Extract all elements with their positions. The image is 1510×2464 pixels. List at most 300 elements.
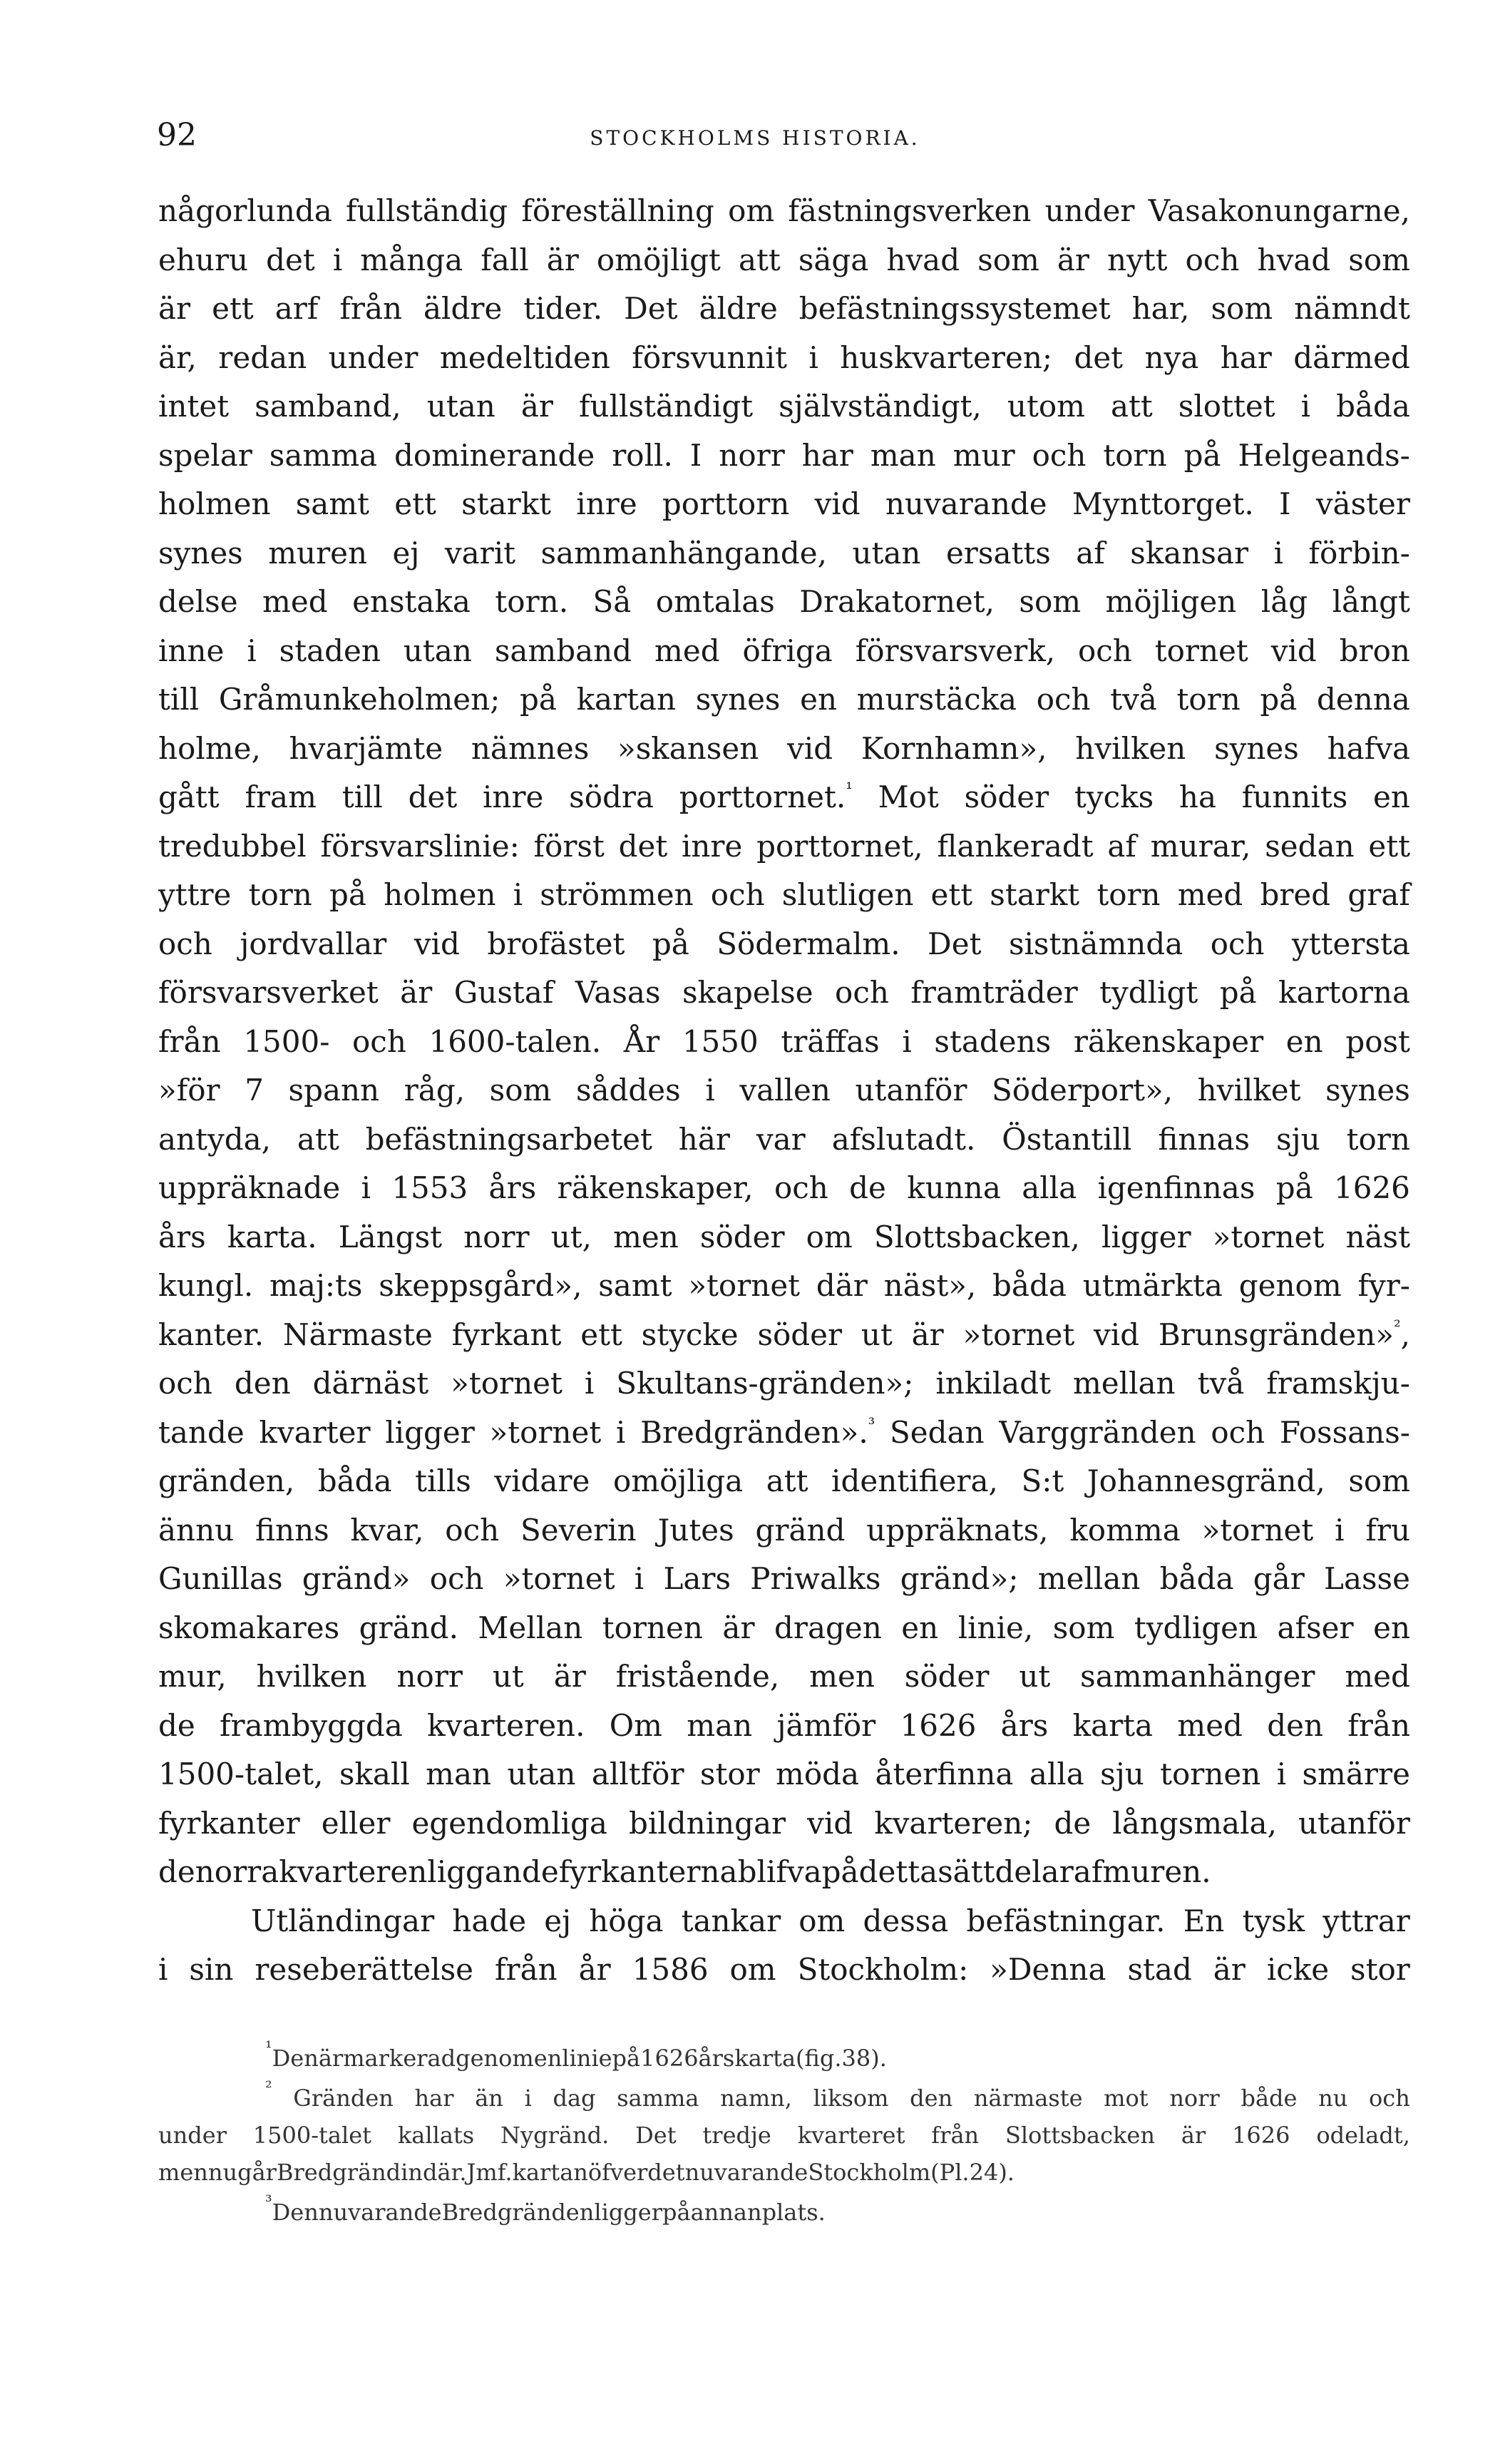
word: dragen: [774, 1610, 882, 1645]
word: (Pl.: [930, 2159, 970, 2186]
word: dominerande: [394, 437, 595, 473]
word: såddes: [575, 1073, 681, 1108]
word: detta: [858, 1854, 938, 1889]
word: försvarsverket: [158, 975, 379, 1010]
word: som: [1211, 291, 1273, 326]
word: befästningar.: [966, 1903, 1166, 1938]
word: tredje: [702, 2122, 771, 2149]
word: tornet: [1154, 633, 1248, 668]
word: Närmaste: [282, 1317, 433, 1352]
word: skeppsgård»,: [379, 1268, 582, 1303]
word: af: [1076, 535, 1105, 571]
word: ett: [212, 291, 254, 326]
word: yttre: [158, 877, 232, 912]
word: plats.: [761, 2199, 826, 2226]
word: porttorn: [662, 486, 790, 521]
word: holme,: [158, 730, 261, 766]
word: tider.: [523, 291, 603, 326]
word: i: [1273, 535, 1283, 571]
word: fästningsverken: [788, 193, 1032, 228]
word: i: [808, 339, 818, 375]
word: är: [911, 1317, 944, 1352]
running-head: STOCKHOLMS HISTORIA.: [590, 126, 920, 150]
word: och: [1185, 242, 1240, 277]
word: är: [722, 1610, 755, 1645]
word: tredubbel: [158, 828, 307, 864]
word: samt: [598, 1268, 672, 1303]
text-line: [158, 1946, 1410, 1995]
word: samma: [269, 437, 378, 473]
word: smärre: [1302, 1757, 1410, 1791]
word: vid: [814, 486, 861, 521]
word: befästningssystemet: [798, 291, 1111, 326]
word: söder: [904, 1659, 990, 1694]
word: reseberättelse: [255, 1952, 474, 1987]
word: i: [1276, 1757, 1287, 1791]
text-line: [158, 627, 1410, 676]
word: möjligen: [1105, 584, 1237, 619]
word: den: [234, 1366, 291, 1401]
word: nu: [1318, 2085, 1348, 2112]
word: skall: [339, 1757, 410, 1791]
word: träffas: [781, 1023, 880, 1059]
word: torn: [1096, 877, 1161, 912]
word: hvilken: [256, 1659, 367, 1694]
word: ligger: [1101, 1219, 1191, 1254]
word: den: [910, 2085, 953, 2112]
word: och: [710, 877, 765, 912]
word: ej: [392, 535, 420, 571]
word: ännu: [158, 1512, 235, 1548]
word: skapelse: [682, 975, 813, 1010]
word: muren: [268, 535, 368, 571]
word: tande: [158, 1414, 245, 1450]
word: säga: [798, 242, 869, 277]
word: frambyggda: [220, 1707, 403, 1743]
word: Lasse: [1324, 1561, 1410, 1596]
word: en: [1285, 1023, 1323, 1059]
word: fru: [1365, 1512, 1410, 1548]
word: Bredgränden: [441, 2199, 595, 2226]
footnote-marker: ³: [868, 1414, 875, 1434]
word: Vasakonungarne,: [1148, 193, 1410, 228]
word: men: [613, 1219, 679, 1254]
word: återfinna: [875, 1757, 1014, 1791]
word: därmed: [1293, 339, 1410, 375]
word: ett: [1368, 828, 1410, 864]
word: inne: [158, 633, 225, 668]
word: Längst: [338, 1219, 443, 1254]
word: karta: [734, 2045, 796, 2072]
word: ett: [930, 877, 973, 912]
word: slutligen: [781, 877, 914, 912]
word: Fossans-: [1279, 1414, 1410, 1450]
word: Den: [272, 2045, 319, 2072]
word: Gråmunkeholmen;: [218, 682, 500, 717]
word: graf: [1347, 877, 1410, 912]
word: från: [494, 1952, 558, 1987]
word: Sedan: [890, 1414, 985, 1450]
word: man: [687, 1707, 753, 1743]
footnote-line: [158, 2040, 1410, 2077]
text-line: [158, 382, 1410, 431]
word: starkt: [990, 877, 1080, 912]
word: års: [698, 2045, 735, 2072]
word: 1626: [640, 2045, 699, 2072]
word: var: [756, 1121, 806, 1157]
word: 1550: [682, 1023, 759, 1059]
word: är: [1181, 2122, 1206, 2149]
word: på: [652, 926, 689, 961]
word: hafva: [1327, 730, 1410, 766]
word: Mynttorget.: [1072, 486, 1254, 521]
word: muren.: [1102, 1854, 1211, 1889]
word: på: [329, 877, 366, 912]
word: är,: [158, 339, 197, 375]
word: det: [618, 828, 668, 864]
word: utan: [507, 1757, 576, 1791]
word: annan: [690, 2199, 762, 2226]
word: »tornet: [962, 1317, 1075, 1352]
word: Gränden: [293, 2085, 394, 2112]
word: hvarjämte: [289, 730, 443, 766]
word: gränd: [755, 1512, 846, 1548]
word: ut: [861, 1317, 893, 1352]
word: Utländingar: [251, 1903, 435, 1938]
word: därnäst: [312, 1366, 429, 1401]
footnote-marker: ¹: [265, 2038, 272, 2057]
word: mellan: [1037, 1561, 1141, 1596]
word: från: [339, 291, 403, 326]
word: års: [158, 1219, 206, 1254]
word: 1553: [391, 1170, 468, 1205]
word: ligger: [594, 2199, 663, 2226]
word: befästningsarbetet: [365, 1121, 652, 1157]
word: det: [266, 242, 315, 277]
word: vid: [1270, 633, 1317, 668]
word: hvad: [1257, 242, 1331, 277]
word: i: [524, 2085, 532, 2112]
word: närmaste: [973, 2085, 1083, 2112]
word: de: [1054, 1805, 1092, 1841]
word: bred: [1260, 877, 1331, 912]
word: är: [158, 291, 191, 326]
word: föreställning: [521, 193, 714, 228]
word: de: [158, 1707, 195, 1743]
word: en: [533, 2045, 563, 2072]
text-line: [158, 773, 1410, 822]
word: tysk: [1242, 1903, 1305, 1938]
word: hvilket: [1197, 1073, 1301, 1108]
word: är: [546, 242, 579, 277]
word: två: [1110, 682, 1157, 717]
word: söder: [757, 1317, 843, 1352]
word: ligger: [385, 1414, 475, 1450]
word: I: [1278, 486, 1291, 521]
word: »tornet: [503, 1561, 615, 1596]
text-line: [158, 1799, 1410, 1849]
word: som: [1348, 242, 1410, 277]
word: går: [237, 2159, 277, 2186]
word: fyr-: [1357, 1268, 1410, 1303]
word: omöjligt: [596, 242, 721, 277]
word: hvad: [886, 242, 960, 277]
word: sammanhängande,: [540, 535, 828, 571]
word: som: [1348, 1463, 1410, 1498]
word: här: [678, 1121, 730, 1157]
word: markerad: [343, 2045, 456, 2072]
word: Jmf.: [466, 2159, 513, 2186]
word: genom: [456, 2045, 534, 2072]
text-line: [158, 236, 1410, 285]
word: båda: [992, 1268, 1067, 1303]
word: fall: [481, 242, 529, 277]
word: [265, 2077, 272, 2117]
word: kvarteret: [797, 2122, 905, 2149]
word: torn: [248, 877, 312, 912]
word: en: [1373, 1610, 1410, 1645]
word: från: [158, 1023, 221, 1059]
word: kvarteren: [279, 1854, 428, 1889]
word: Jutes: [657, 1512, 734, 1548]
word: spann: [288, 1073, 380, 1108]
word: finns: [255, 1512, 329, 1548]
word: 1626: [1334, 1170, 1410, 1205]
word: från: [1347, 1707, 1410, 1743]
word: utanför: [855, 1073, 967, 1108]
word: ut: [492, 1659, 524, 1694]
word: väster: [1315, 486, 1410, 521]
word: skansar: [1130, 535, 1249, 571]
word: kallats: [397, 2122, 475, 2149]
word: roll.: [612, 437, 673, 473]
word: gränd»;: [900, 1561, 1019, 1596]
word: Stockholm:: [797, 1952, 969, 1987]
word: sätt: [938, 1854, 995, 1889]
word: sju: [1276, 1121, 1320, 1157]
word: linie,: [957, 1610, 1034, 1645]
word: stad: [1127, 1952, 1192, 1987]
word: »tornet: [688, 1268, 801, 1303]
word: två: [1197, 1366, 1245, 1401]
word: långsmala,: [1112, 1805, 1277, 1841]
text-line: [158, 1262, 1410, 1311]
word: »skansen: [617, 730, 759, 766]
word: öfriga: [742, 633, 833, 668]
text-line: [158, 1311, 1410, 1360]
word: alltför: [591, 1757, 684, 1791]
word: ej: [544, 1903, 572, 1938]
word: 1626: [900, 1707, 977, 1743]
word: inkiladt: [935, 1366, 1051, 1401]
word: sistnämnda: [1008, 926, 1183, 961]
word: »Denna: [990, 1952, 1106, 1987]
word: näst: [1345, 1219, 1410, 1254]
word: möda: [776, 1757, 860, 1791]
word: slottet: [1178, 389, 1275, 424]
word: på: [1183, 437, 1221, 473]
word: 1500-talet: [252, 2122, 372, 2149]
word: år: [578, 1952, 611, 1987]
word: Mot: [878, 779, 939, 814]
word: södra: [569, 779, 654, 814]
word: fullständig: [345, 193, 508, 228]
word: att: [738, 242, 781, 277]
word: under: [158, 2122, 227, 2149]
footnote-line: [158, 2154, 1410, 2191]
text-line: [158, 1555, 1410, 1604]
word: båda: [1336, 389, 1410, 424]
word: kungl.: [158, 1268, 254, 1303]
word: nuvarande: [885, 486, 1047, 521]
body-text: [158, 187, 1410, 1995]
word: och: [429, 1561, 484, 1596]
word: ut,: [550, 1219, 592, 1254]
word: har: [414, 2085, 454, 2112]
text-line: [158, 480, 1410, 529]
word: på: [1275, 1170, 1313, 1205]
word: års: [488, 1170, 537, 1205]
word: Södermalm.: [717, 926, 900, 961]
word: framträder: [910, 975, 1078, 1010]
word: i: [902, 1023, 912, 1059]
word: är: [1057, 242, 1089, 277]
word: båda: [1159, 1561, 1234, 1596]
word: och: [1369, 2085, 1410, 2112]
word: försvarslinie:: [320, 828, 520, 864]
word: mur,: [158, 1659, 227, 1694]
word: År: [623, 1023, 660, 1059]
word: tydligt: [1099, 975, 1198, 1010]
word: sedan: [1265, 828, 1355, 864]
word: först: [533, 828, 605, 864]
word: delse: [158, 584, 238, 619]
word: om: [798, 1903, 846, 1938]
word: stor: [1350, 1952, 1410, 1987]
word: strömmen: [540, 877, 694, 912]
word: näst»,: [883, 1268, 977, 1303]
word: torn.: [495, 584, 569, 619]
word: yttrar: [1322, 1903, 1410, 1938]
word: på: [1219, 975, 1257, 1010]
word: utan: [426, 389, 495, 424]
word: fristående,: [615, 1659, 780, 1694]
word: synes: [1325, 1073, 1410, 1108]
word: porttornet,: [756, 828, 923, 864]
word: synes: [695, 682, 781, 717]
word: en: [1373, 779, 1410, 814]
word: fram: [245, 779, 317, 814]
word: alla: [1022, 1170, 1077, 1205]
word: porttornet.$^{^1}$: [679, 779, 853, 814]
word: dessa: [863, 1903, 949, 1938]
word: och: [1211, 1414, 1265, 1450]
word: 1586: [632, 1952, 709, 1987]
text-line: [158, 920, 1410, 969]
word: om: [728, 193, 775, 228]
word: Johannesgränd,: [1087, 1463, 1325, 1498]
word: förbin-: [1308, 535, 1410, 571]
word: de: [849, 1170, 886, 1205]
word: nya: [1144, 339, 1199, 375]
word: torn: [1346, 1121, 1410, 1157]
word: sammanhänger: [1080, 1659, 1315, 1694]
word: som: [1052, 1610, 1115, 1645]
text-line: [158, 822, 1410, 871]
word: afslutadt.: [831, 1121, 976, 1157]
word: holmen: [384, 877, 496, 912]
text-line: [158, 1652, 1410, 1702]
text-line: [158, 187, 1410, 236]
word: i: [634, 1561, 644, 1596]
word: på: [520, 682, 557, 717]
word: hvilken: [1075, 730, 1186, 766]
word: kartan: [512, 2159, 588, 2186]
word: och: [835, 975, 889, 1010]
word: holmen: [158, 486, 271, 521]
word: jordvallar: [240, 926, 387, 961]
word: stycke: [641, 1317, 739, 1352]
word: Lars: [663, 1561, 731, 1596]
word: man: [426, 1757, 492, 1791]
word: S:t: [1021, 1463, 1064, 1498]
word: namn,: [720, 2085, 792, 2112]
word: torn: [1103, 437, 1167, 473]
footnote-marker: ³: [265, 2192, 272, 2212]
word: års: [1000, 1707, 1049, 1743]
word: norr: [463, 1219, 530, 1254]
page-number: 92: [157, 117, 197, 153]
word: på: [821, 1854, 859, 1889]
word: icke: [1266, 1952, 1330, 1987]
word: går: [1253, 1561, 1305, 1596]
word: synes: [1214, 730, 1299, 766]
word: båda: [317, 1463, 392, 1498]
word: kvarter: [259, 1414, 371, 1450]
word: genom: [1238, 1268, 1342, 1303]
word: försvarsverk,: [855, 633, 1056, 668]
word: arf: [274, 291, 319, 326]
word: som: [489, 1073, 552, 1108]
word: på: [1260, 682, 1298, 717]
word: låg: [1260, 584, 1308, 619]
word: en: [800, 682, 838, 717]
word: nuvarande: [684, 2159, 808, 2186]
word: Vasas: [575, 975, 661, 1010]
word: mot: [1104, 2085, 1149, 2112]
word: Gustaf: [453, 975, 554, 1010]
footnote-line: [158, 2077, 1410, 2117]
word: hade: [452, 1903, 527, 1938]
word: Bredgränd: [276, 2159, 401, 2186]
word: synes: [158, 535, 243, 571]
word: ha: [1178, 779, 1216, 814]
word: men: [809, 1659, 875, 1694]
word: där: [816, 1268, 868, 1303]
word: kanter.: [158, 1317, 264, 1352]
word: liksom: [813, 2085, 889, 2112]
word: skomakares: [158, 1610, 340, 1645]
word: under: [328, 339, 418, 375]
word: det: [1074, 339, 1124, 375]
word: utan: [852, 535, 921, 571]
word: att: [1110, 389, 1153, 424]
word: identifiera,: [831, 1463, 998, 1498]
word: [265, 2194, 272, 2231]
text-line: [158, 675, 1410, 725]
word: och: [1036, 682, 1091, 717]
word: Så: [592, 584, 632, 619]
